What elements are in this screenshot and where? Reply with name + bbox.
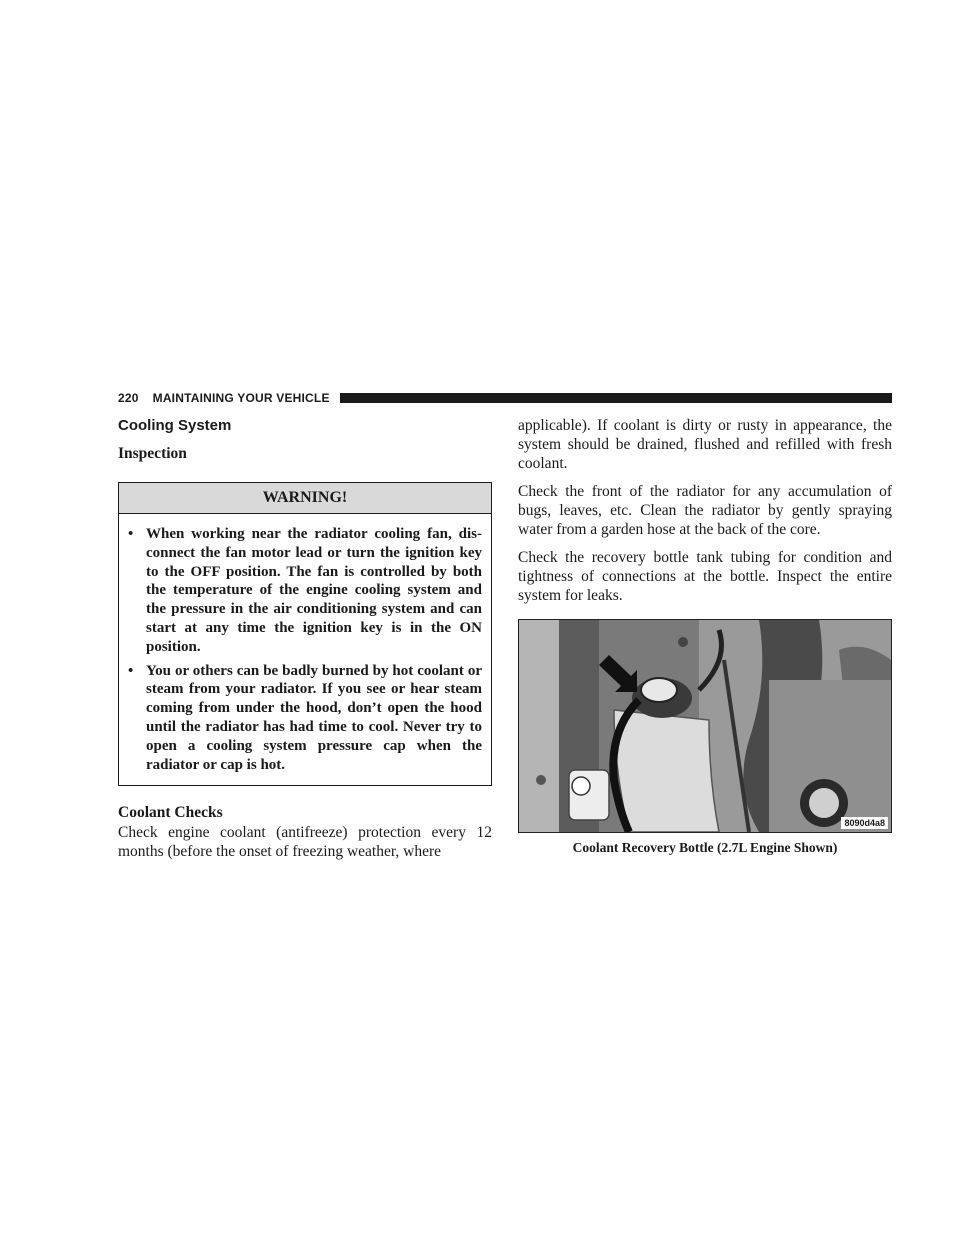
section-title: MAINTAINING YOUR VEHICLE: [152, 391, 330, 405]
warning-item: [128, 525, 482, 657]
warning-box: [118, 482, 492, 786]
coolant-checks-text: Check engine coolant (antifreeze) protection every 12 months (before the onset of freezing weather, where: [118, 824, 492, 861]
right-column: [518, 416, 892, 857]
page-header: [118, 389, 892, 407]
warning-item-text: When working near the radiator cooling fan, dis-connect the fan motor lead or turn the ignition key to the OFF position. The fan is controlled by both the temperature of the engine cooling system and the pressure in the air conditioning system and can start at any time the ignition key is in the ON position.: [146, 526, 482, 655]
cooling-system-heading: Cooling System: [118, 417, 232, 434]
warning-list: [119, 514, 491, 785]
engine-photo: [518, 619, 892, 833]
warning-item-text: You or others can be badly burned by hot coolant or steam from your radiator. If you see or hear steam coming from under the hood, don’t open the hood until the radiator has had time to cool. Never try to open a cooling system pressure cap when the radiator or cap is hot.: [146, 662, 482, 773]
figure-caption: Coolant Recovery Bottle (2.7L Engine Shown): [572, 840, 838, 855]
bullet-icon: •: [128, 526, 134, 542]
left-column: [118, 416, 492, 861]
header-rule: [340, 393, 892, 403]
inspection-heading: Inspection: [118, 445, 187, 462]
page-number: 220: [118, 391, 139, 405]
coolant-checks-heading: Coolant Checks: [118, 804, 223, 822]
paragraph-radiator: Check the front of the radiator for any accumulation of bugs, leaves, etc. Clean the radiator by gently spraying water from a garden hose at the back of the core.: [518, 483, 892, 538]
bullet-icon: •: [128, 662, 134, 679]
figure-code: 8090d4a8: [841, 817, 888, 829]
paragraph-drain: applicable). If coolant is dirty or rusty in appearance, the system should be drained, flushed and refilled with fresh coolant.: [518, 417, 892, 472]
warning-title: WARNING!: [119, 483, 491, 514]
engine-illustration: [519, 620, 891, 832]
warning-item: [128, 662, 482, 775]
paragraph-recovery-bottle: Check the recovery bottle tank tubing for condition and tightness of connections at the bottle. Inspect the entire system for leaks.: [518, 549, 892, 604]
